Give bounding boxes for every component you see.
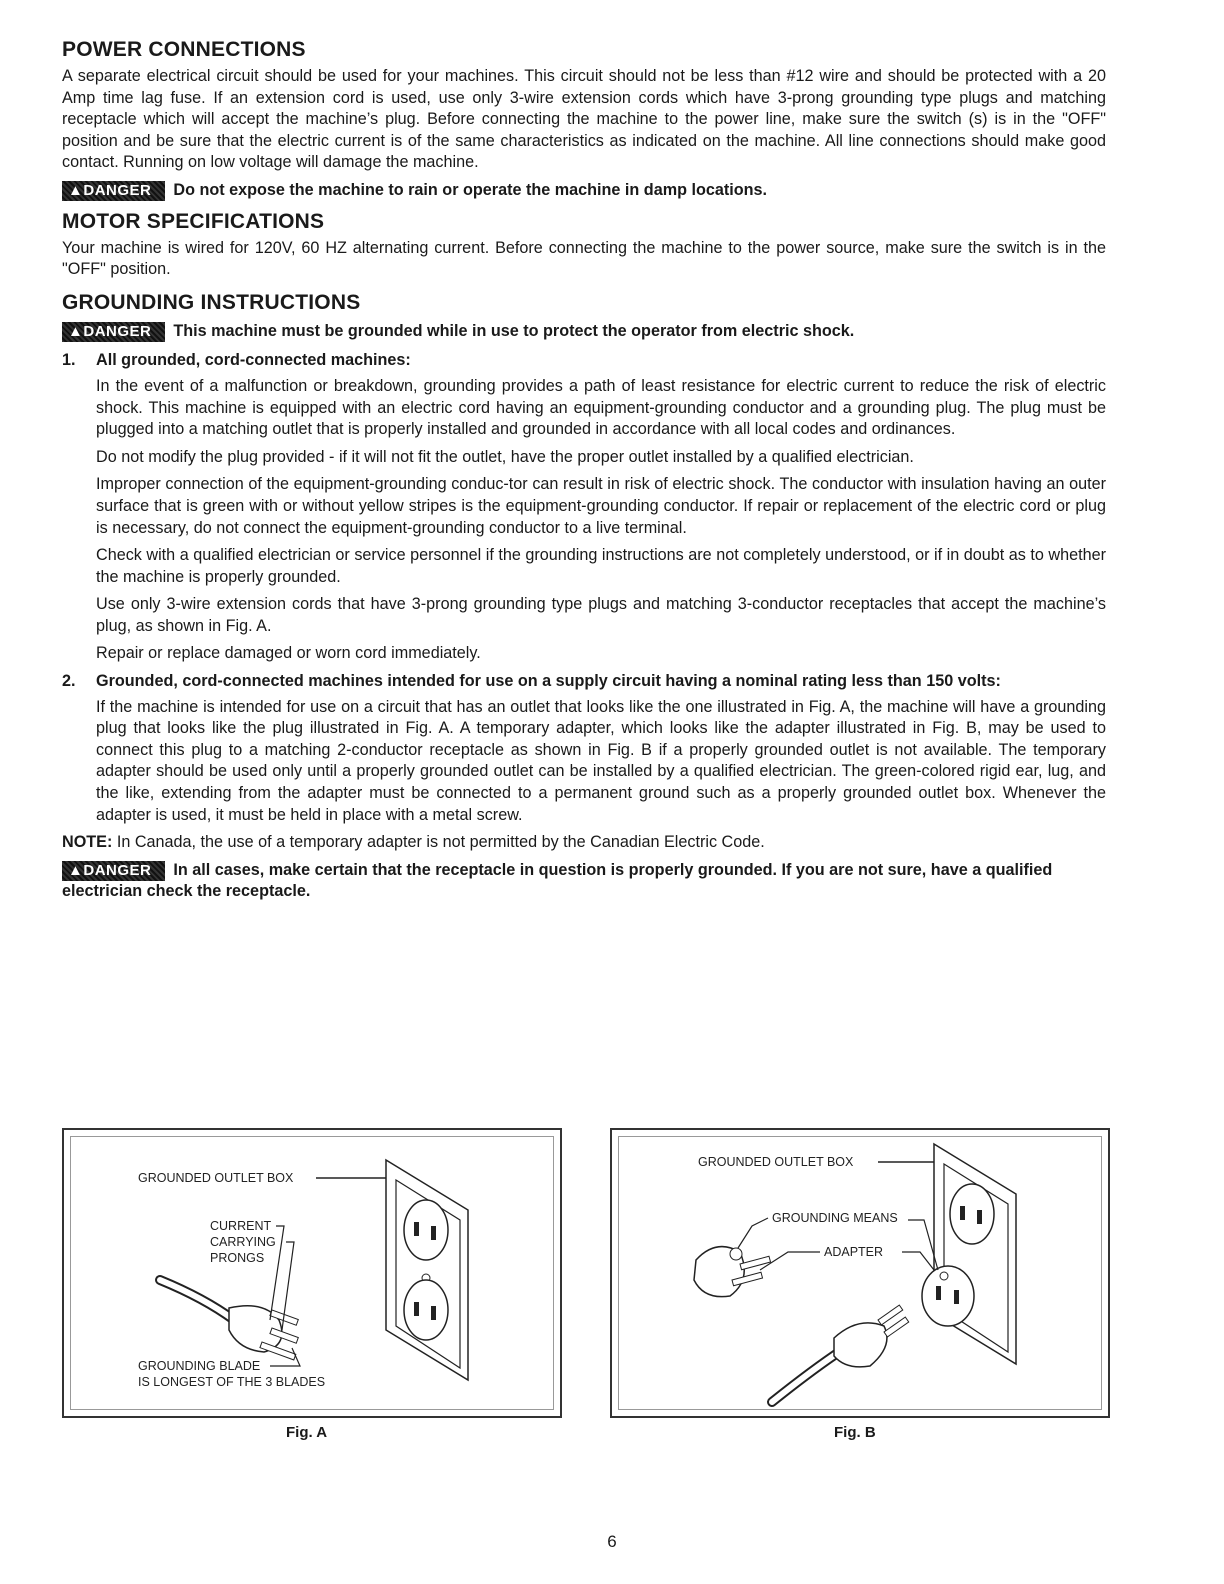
label-prongs: PRONGS [210, 1251, 265, 1265]
danger-text: Do not expose the machine to rain or operate the machine in damp locations. [173, 180, 768, 199]
manual-page [62, 38, 1106, 911]
label-adapter: ADAPTER [824, 1245, 884, 1259]
label-carrying: CARRYING [210, 1235, 276, 1249]
item-2-body [62, 697, 1106, 827]
danger-badge: ▲DANGER [62, 861, 165, 881]
motor-specifications-body: Your machine is wired for 120V, 60 HZ alternating current. Before connecting the machine to the power source, make sure the switch is in the "OFF" position. [62, 238, 1106, 279]
canada-note: NOTE: In Canada, the use of a temporary adapter is not permitted by the Canadian Electric Code. [62, 833, 765, 852]
figure-a-caption: Fig. A [286, 1424, 328, 1441]
item-1-paragraph: In the event of a malfunction or breakdown, grounding provides a path of least resistance for electric current to reduce the risk of electric shock. This machine is equipped with an electric cord having an equipment-grounding conductor and a grounding plug. The plug must be plugged into a matching outlet that is properly installed and grounded in accordance with all local codes and ordinances. [96, 376, 1106, 439]
item-2-heading: 2. Grounded, cord-connected machines intended for use on a supply circuit having a nominal rating less than 150 volts: [62, 672, 1001, 691]
danger-notice-damp [62, 180, 1106, 202]
danger-text: This machine must be grounded while in use to protect the operator from electric shock. [173, 321, 855, 340]
label-grounding-blade: GROUNDING BLADE [138, 1359, 261, 1373]
item-2-paragraph: If the machine is intended for use on a circuit that has an outlet that looks like the one illustrated in Fig. A, the machine will have a grounding plug that looks like the plug illustrated in Fig. A. A temporary adapter, which looks like the adapter illustrated in Fig. B, may be used to connect this plug to a matching 2-conductor receptacle as shown in Fig. B if a properly grounded outlet is not available. The temporary adapter should be used only until a properly grounded outlet can be installed by a qualified electrician. The green-colored rigid ear, lug, and the like, extending from the adapter must be connected to a permanent ground such as a properly grounded outlet box. Whenever the adapter is used, it must be held in place with a metal screw. [96, 697, 1106, 824]
item-1-paragraph: Do not modify the plug provided - if it will not fit the outlet, have the proper outlet installed by a qualified electrician. [96, 447, 914, 466]
danger-badge: ▲DANGER [62, 322, 165, 342]
item-1-heading: 1. All grounded, cord-connected machines: [62, 351, 411, 370]
label-grounded-outlet-box: GROUNDED OUTLET BOX [698, 1155, 854, 1169]
grounding-instructions-title: GROUNDING INSTRUCTIONS [62, 290, 361, 314]
danger-badge: ▲DANGER [62, 181, 165, 201]
item-1-paragraph: Improper connection of the equipment-grounding conduc-tor can result in risk of electric shock. The conductor with insulation having an outer surface that is green with or without yellow stripes is the equipment-grounding conductor. If repair or replacement of the electric cord or plug is necessary, do not connect the equipment-grounding conductor to a live terminal. [96, 475, 1106, 537]
figure-b [610, 1128, 1110, 1441]
item-1-paragraph: Check with a qualified electrician or service personnel if the grounding instructions are not completely understood, or if in doubt as to whether the machine is properly grounded. [96, 546, 1106, 586]
label-blade-longest: IS LONGEST OF THE 3 BLADES [138, 1375, 326, 1389]
outlet-socket-icon [404, 1280, 448, 1340]
label-current: CURRENT [210, 1219, 272, 1233]
page-number: 6 [607, 1532, 617, 1551]
power-connections-body: A separate electrical circuit should be used for your machines. This circuit should not be less than #12 wire and should be protected with a 20 Amp time lag fuse. If an extension cord is used, use only 3-wire extension cords which have 3-prong grounding type plugs and matching receptacle which will accept the machine’s plug. Before connecting the machine to the power line, make sure the switch (s) is in the "OFF" position and be sure that the electric current is of the same characteristics as indicated on the machine. All line connections should make good contact. Running on low voltage will damage the machine. [62, 67, 1106, 172]
danger-notice-receptacle [62, 860, 1106, 903]
plug-icon [834, 1323, 887, 1367]
figure-b-caption: Fig. B [834, 1424, 876, 1441]
figure-a-illustration [64, 1130, 560, 1416]
label-grounding-means: GROUNDING MEANS [772, 1211, 898, 1225]
figures-area [62, 1128, 1108, 1488]
outlet-socket-icon [404, 1200, 448, 1260]
label-grounded-outlet-box: GROUNDED OUTLET BOX [138, 1171, 294, 1185]
item-1-paragraph: Use only 3-wire extension cords that have 3-prong grounding type plugs and matching 3-conductor receptacles that accept the machine’s plug, as shown in Fig. A. [96, 595, 1106, 635]
item-1-body [62, 376, 1106, 665]
danger-text: In all cases, make certain that the receptacle in question is properly grounded. If you are not sure, have a qualified electrician check the receptacle. [62, 860, 1053, 901]
figure-a [62, 1128, 562, 1441]
danger-notice-grounded [62, 321, 1106, 343]
motor-specifications-title: MOTOR SPECIFICATIONS [62, 209, 325, 233]
outlet-socket-icon [950, 1184, 994, 1244]
item-1-paragraph: Repair or replace damaged or worn cord immediately. [96, 644, 481, 663]
figure-b-illustration [612, 1130, 1108, 1416]
power-connections-title: POWER CONNECTIONS [62, 38, 306, 61]
